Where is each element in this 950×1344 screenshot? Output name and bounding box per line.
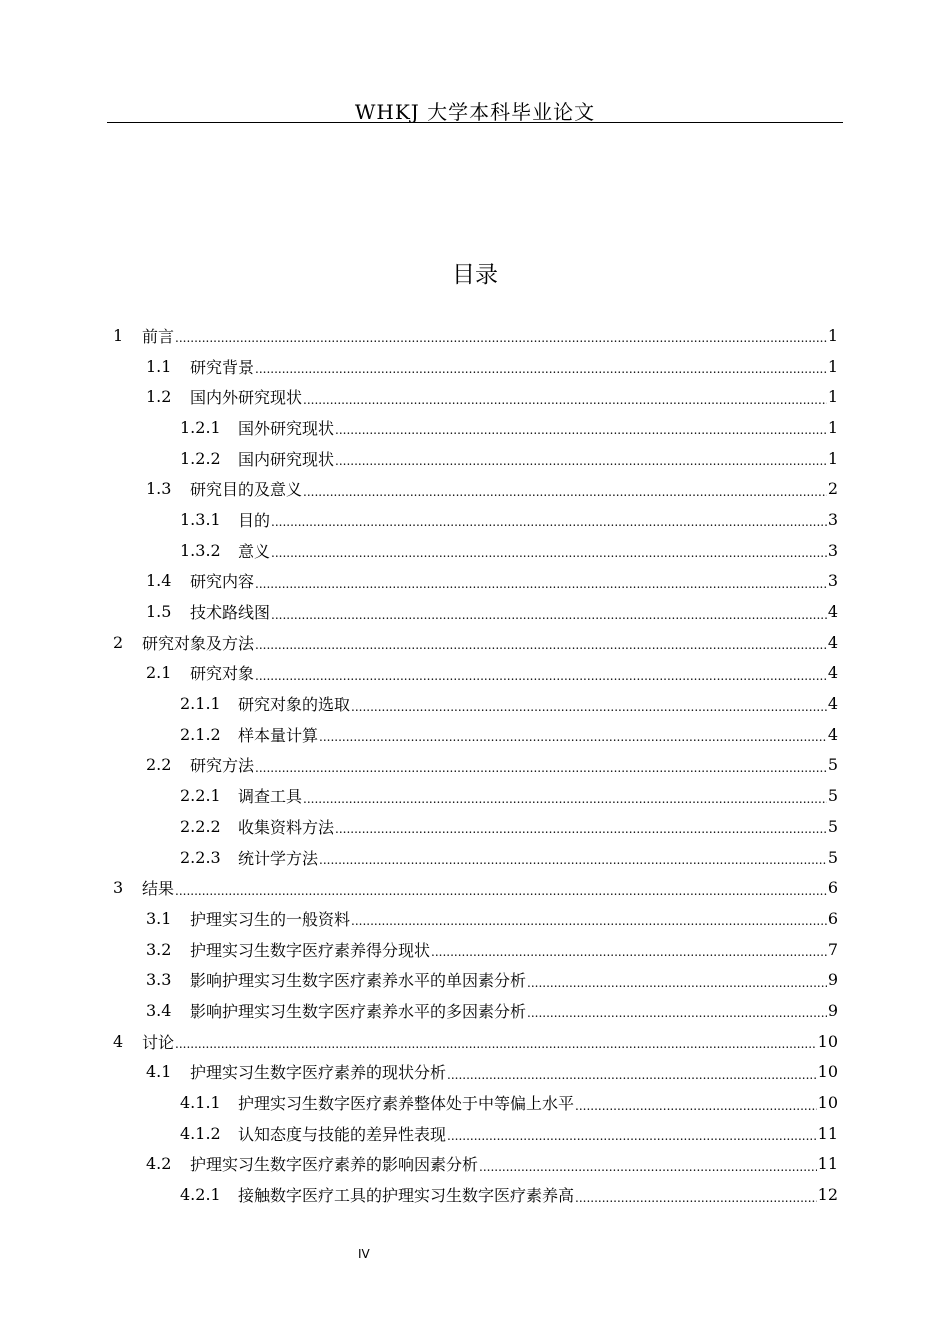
dot-leader [335,823,827,835]
toc-entry-title: 研究对象的选取 [238,695,351,715]
toc-entry[interactable] [113,381,838,412]
toc-entry-page: 1 [827,356,838,376]
toc-entry-page: 2 [827,479,838,499]
toc-entry-page: 5 [827,847,838,867]
toc-entry[interactable] [113,627,838,658]
toc-entry-number: 1.3.1 [180,509,221,529]
toc-entry-title: 护理实习生数字医疗素养的现状分析 [190,1063,447,1083]
toc-entry-page: 11 [817,1154,838,1174]
toc-entry-title: 意义 [238,541,271,561]
toc-entry-number: 1.1 [146,356,172,376]
toc-entry-number: 3 [113,878,124,898]
toc-entry[interactable] [113,872,838,903]
toc-entry-title: 研究目的及意义 [190,480,303,500]
header-rule [107,122,843,123]
toc-entry-page: 5 [827,816,838,836]
dot-leader [527,977,827,989]
dot-leader [319,731,827,743]
toc-entry-number: 4.2 [146,1154,172,1174]
toc-entry-title: 技术路线图 [190,603,271,623]
dot-leader [255,670,827,682]
dot-leader [335,455,827,467]
dot-leader [303,793,827,805]
toc-entry-page: 1 [827,387,838,407]
toc-entry[interactable] [113,1149,838,1180]
page-number: IV [358,1247,370,1261]
toc-entry-title: 研究对象及方法 [142,633,255,653]
toc-entry-page: 12 [817,1185,838,1205]
toc-entry-number: 1.2 [146,387,172,407]
toc-entry[interactable] [113,842,838,873]
toc-entry-page: 5 [827,786,838,806]
toc-entry[interactable] [113,504,838,535]
toc-entry-page: 7 [827,939,838,959]
toc-entry-page: 10 [817,1031,838,1051]
toc-heading: 目录 [452,262,498,288]
toc-entry-number: 3.4 [146,1000,172,1020]
toc-entry[interactable] [113,443,838,474]
dot-leader [335,424,827,436]
toc-entry-number: 2.1.2 [180,724,221,744]
toc-entry[interactable] [113,566,838,597]
toc-entry-page: 3 [827,540,838,560]
toc-entry-title: 研究对象 [190,664,255,684]
toc-entry-page: 4 [827,632,838,652]
dot-leader [255,762,827,774]
toc-entry-title: 国内研究现状 [238,449,335,469]
toc-entry[interactable] [113,1026,838,1057]
toc-entry-page: 11 [817,1123,838,1143]
toc-entry[interactable] [113,535,838,566]
toc-entry[interactable] [113,351,838,382]
toc-entry-number: 1.3.2 [180,540,221,560]
toc-entry-number: 2.1.1 [180,694,221,714]
toc-entry-title: 国外研究现状 [238,418,335,438]
toc-entry-title: 研究内容 [190,572,255,592]
toc-entry-number: 1.3 [146,479,172,499]
toc-entry-page: 3 [827,571,838,591]
toc-entry[interactable] [113,1118,838,1149]
toc-entry-page: 4 [827,602,838,622]
toc-entry[interactable] [113,688,838,719]
toc-entry-page: 9 [827,970,838,990]
toc-entry-number: 2.1 [146,663,172,683]
toc-entry-title: 收集资料方法 [238,817,335,837]
toc-entry-title: 国内外研究现状 [190,388,303,408]
dot-leader [447,1069,817,1081]
toc-entry-page: 1 [827,417,838,437]
toc-entry-number: 4.1.1 [180,1093,221,1113]
toc-entry-number: 1 [113,325,124,345]
table-of-contents [113,320,838,1210]
running-header-title: WHKJ 大学本科毕业论文 [354,100,596,124]
dot-leader [351,701,827,713]
toc-entry[interactable] [113,995,838,1026]
dot-leader [175,1038,817,1050]
dot-leader [447,1130,817,1142]
toc-entry-title: 护理实习生数字医疗素养整体处于中等偏上水平 [238,1094,575,1114]
dot-leader [431,946,827,958]
toc-entry-page: 5 [827,755,838,775]
toc-entry-number: 1.2.1 [180,417,221,437]
toc-entry[interactable] [113,964,838,995]
dot-leader [271,609,827,621]
toc-entry-number: 2 [113,632,124,652]
toc-entry-page: 6 [827,878,838,898]
toc-entry[interactable] [113,658,838,689]
toc-entry-number: 2.2.1 [180,786,221,806]
toc-entry-number: 1.5 [146,602,172,622]
toc-entry-number: 3.2 [146,939,172,959]
toc-entry-title: 护理实习生数字医疗素养得分现状 [190,940,431,960]
toc-entry-number: 4.2.1 [180,1185,221,1205]
dot-leader [303,486,827,498]
toc-entry-number: 4.1 [146,1062,172,1082]
toc-entry-page: 4 [827,724,838,744]
toc-entry[interactable] [113,1179,838,1210]
toc-entry-page: 1 [827,325,838,345]
toc-entry[interactable] [113,934,838,965]
dot-leader [319,854,827,866]
dot-leader [527,1007,827,1019]
dot-leader [351,915,827,927]
toc-entry-number: 3.3 [146,970,172,990]
toc-entry-page: 4 [827,663,838,683]
toc-entry-title: 认知态度与技能的差异性表现 [238,1124,447,1144]
toc-entry-title: 结果 [142,879,175,899]
dot-leader [175,885,827,897]
toc-entry-page: 1 [827,448,838,468]
toc-entry-number: 2.2 [146,755,172,775]
toc-entry-title: 研究背景 [190,357,255,377]
toc-entry[interactable] [113,412,838,443]
dot-leader [575,1192,817,1204]
toc-entry-page: 6 [827,908,838,928]
toc-entry-number: 1.4 [146,571,172,591]
toc-entry-number: 4 [113,1031,124,1051]
toc-entry-number: 2.2.2 [180,816,221,836]
toc-entry[interactable] [113,1087,838,1118]
dot-leader [255,639,827,651]
dot-leader [255,363,827,375]
toc-entry-title: 研究方法 [190,756,255,776]
toc-entry-title: 前言 [142,326,175,346]
toc-entry-number: 3.1 [146,908,172,928]
toc-entry[interactable] [113,473,838,504]
toc-entry-title: 目的 [238,510,271,530]
toc-entry-title: 调查工具 [238,787,303,807]
toc-entry[interactable] [113,719,838,750]
toc-entry-title: 影响护理实习生数字医疗素养水平的单因素分析 [190,971,527,991]
toc-entry-title: 护理实习生数字医疗素养的影响因素分析 [190,1155,479,1175]
toc-entry-page: 4 [827,694,838,714]
toc-entry[interactable] [113,596,838,627]
dot-leader [303,394,827,406]
toc-entry-title: 统计学方法 [238,848,319,868]
toc-entry-page: 9 [827,1000,838,1020]
toc-entry-title: 影响护理实习生数字医疗素养水平的多因素分析 [190,1001,527,1021]
toc-entry[interactable] [113,903,838,934]
dot-leader [271,547,827,559]
toc-entry[interactable] [113,780,838,811]
toc-entry-title: 样本量计算 [238,725,319,745]
dot-leader [255,578,827,590]
dot-leader [175,332,827,344]
toc-entry-page: 10 [817,1062,838,1082]
toc-entry[interactable] [113,750,838,781]
toc-entry-title: 讨论 [142,1032,175,1052]
toc-entry-title: 护理实习生的一般资料 [190,909,351,929]
toc-entry-number: 2.2.3 [180,847,221,867]
toc-entry[interactable] [113,1057,838,1088]
toc-entry-title: 接触数字医疗工具的护理实习生数字医疗素养高 [238,1186,575,1206]
toc-entry-page: 10 [817,1093,838,1113]
toc-entry-number: 1.2.2 [180,448,221,468]
toc-entry[interactable] [113,320,838,351]
dot-leader [479,1161,817,1173]
toc-entry-number: 4.1.2 [180,1123,221,1143]
toc-entry-page: 3 [827,509,838,529]
dot-leader [271,516,827,528]
dot-leader [575,1100,817,1112]
toc-entry[interactable] [113,811,838,842]
